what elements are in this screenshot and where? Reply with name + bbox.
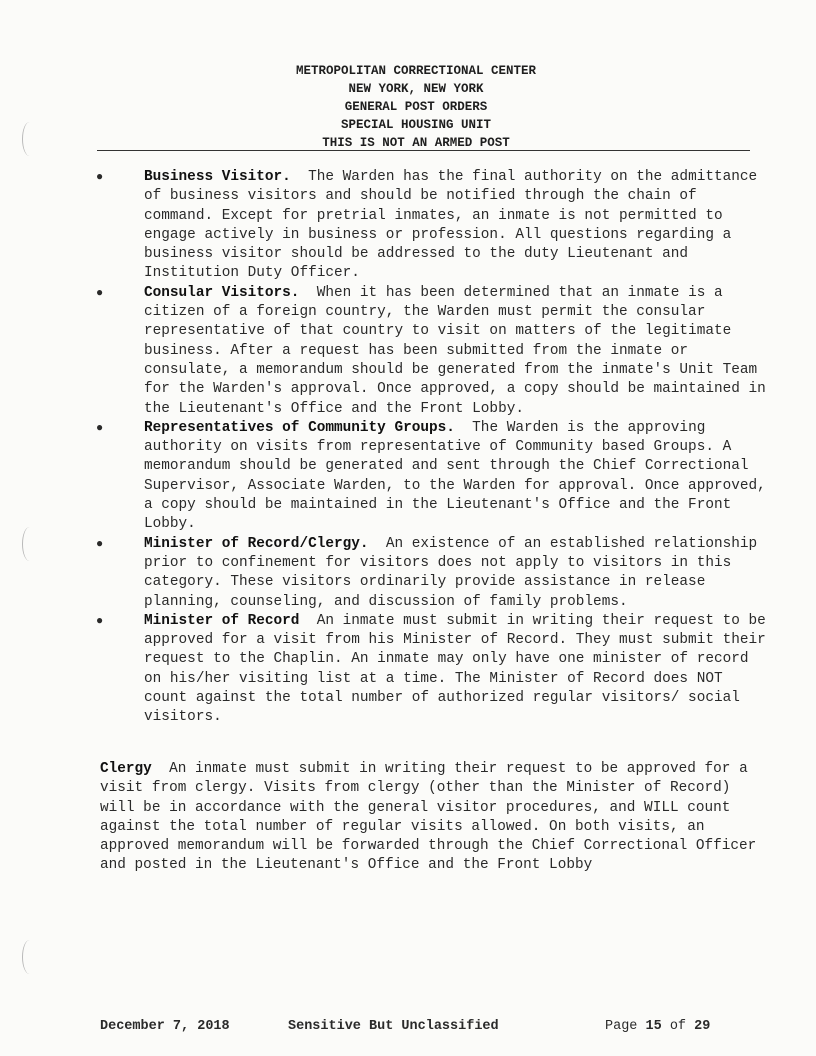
item-term: Business Visitor. bbox=[144, 169, 291, 185]
list-item bbox=[96, 612, 766, 728]
header-doc-type: GENERAL POST ORDERS bbox=[344, 100, 488, 114]
footer-classification: Sensitive But Unclassified bbox=[288, 1019, 499, 1034]
bullet-icon: ● bbox=[96, 285, 104, 300]
bullet-icon: ● bbox=[96, 170, 104, 184]
document-header bbox=[0, 62, 816, 152]
item-text: When it has been determined that an inmate is a citizen of a foreign country, the Warden must permit the consular representative of that country to visit on matters of the legitimate business. After a request has been submitted from the inmate or consulate, a memorandum should be generated from the inmate's Unit Team for the Warden's approval. Once approved, a copy should be maintained in the Lieutenant's Office and the Front Lobby. bbox=[144, 284, 766, 417]
clergy-text: An inmate must submit in writing their request to be approved for a visit from clergy. Visits from clergy (other than the Minister of Record) will be in accordance with the general visitor procedures, and WILL count against the total number of regular visits allowed. On both visits, an approved memorandum will be forwarded through the Chief Correctional Officer and posted in the Lieutenant's Office and the Front Lobby bbox=[100, 761, 757, 874]
list-item bbox=[96, 419, 766, 535]
item-term: Minister of Record/Clergy. bbox=[144, 535, 369, 552]
punch-hole-mark bbox=[22, 527, 37, 561]
list-item bbox=[96, 284, 766, 419]
header-unit: SPECIAL HOUSING UNIT bbox=[340, 118, 492, 132]
footer-page-number bbox=[605, 1019, 710, 1034]
punch-hole-mark bbox=[22, 940, 37, 974]
bullet-icon: ● bbox=[96, 420, 104, 435]
header-divider bbox=[97, 150, 750, 151]
item-term: Representatives of Community Groups. bbox=[144, 419, 455, 436]
visitor-category-list bbox=[96, 168, 766, 728]
list-item bbox=[96, 535, 766, 612]
item-term: Consular Visitors. bbox=[144, 284, 300, 301]
item-text: The Warden has the final authority on the admittance of business visitors and should be notified through the chain of command. Except for pretrial inmates, an inmate is not permitted to engage actively in business or profession. All questions regarding a business visitor should be addressed to the duty Lieutenant and Institution Duty Officer. bbox=[144, 169, 758, 282]
list-item bbox=[96, 168, 766, 284]
item-term: Minister of Record bbox=[144, 612, 300, 629]
page-word: Page bbox=[605, 1019, 638, 1034]
bullet-icon: ● bbox=[96, 613, 104, 628]
item-text: An existence of an established relationship prior to confinement for visitors does not apply to visitors in this category. These visitors ordinarily provide assistance in release planning, counseling, and discussion of family problems. bbox=[144, 535, 758, 610]
page-of: of bbox=[669, 1019, 687, 1034]
item-text: An inmate must submit in writing their request to be approved for a visit from his Minister of Record. They must submit their request to the Chaplin. An inmate may only have one minister of record on his/her visiting list at a time. The Minister of Record does NOT count against the total number of authorized regular visitors/ social visitors. bbox=[144, 612, 766, 726]
header-post-status: THIS IS NOT AN ARMED POST bbox=[322, 136, 510, 150]
item-text: The Warden is the approving authority on visits from representative of Community based Groups. A memorandum should be generated and sent through the Chief Correctional Supervisor, Associate Warden, to the Warden for approval. Once approved, a copy should be maintained in the Lieutenant's Office and the Front Lobby. bbox=[144, 419, 766, 533]
page-total: 29 bbox=[694, 1019, 711, 1034]
bullet-icon: ● bbox=[96, 536, 104, 551]
header-location: NEW YORK, NEW YORK bbox=[348, 82, 484, 96]
footer-date: December 7, 2018 bbox=[100, 1019, 230, 1034]
header-facility: METROPOLITAN CORRECTIONAL CENTER bbox=[295, 64, 537, 78]
clergy-paragraph bbox=[100, 760, 766, 876]
page-current: 15 bbox=[645, 1019, 662, 1034]
clergy-term: Clergy bbox=[100, 761, 152, 777]
